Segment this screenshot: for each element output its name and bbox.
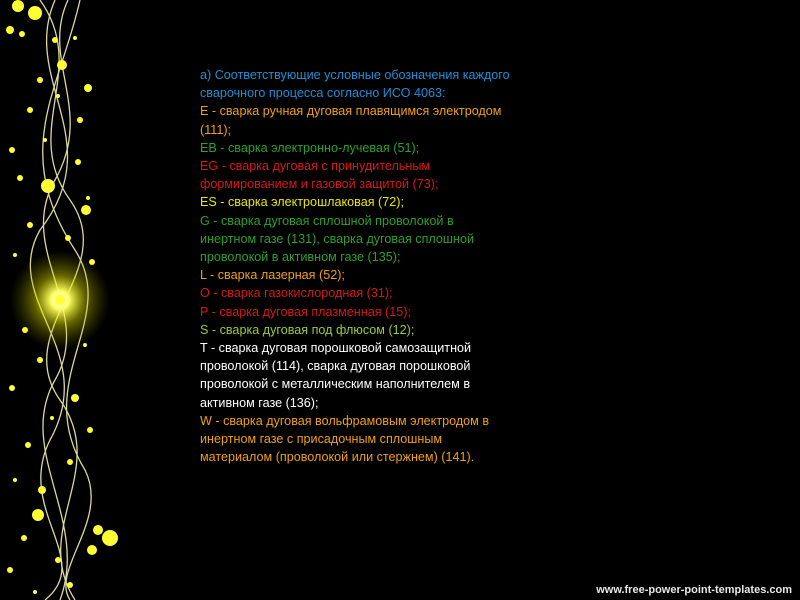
light-dot xyxy=(9,147,15,153)
light-dot xyxy=(33,590,37,594)
light-dot xyxy=(77,117,83,123)
text-line: (111); xyxy=(200,122,232,137)
light-dot xyxy=(57,60,67,70)
light-dot xyxy=(37,77,43,83)
light-dot xyxy=(28,6,42,20)
text-line: проволокой с металлическим наполнителем в xyxy=(200,377,471,392)
light-dot xyxy=(22,327,28,333)
text-line: материалом (проволокой или стержнем) (141). xyxy=(200,450,475,465)
light-dot xyxy=(84,84,92,92)
light-dot xyxy=(17,175,23,181)
light-dot xyxy=(38,486,46,494)
text-line: G - сварка дуговая сплошной проволокой в xyxy=(200,213,454,228)
light-dot xyxy=(81,205,91,215)
text-line: EG - сварка дуговая с принудительным xyxy=(200,159,431,174)
light-dot xyxy=(67,459,73,465)
light-dot xyxy=(27,107,33,113)
light-dot xyxy=(9,385,15,391)
light-dot xyxy=(73,36,77,40)
light-dot xyxy=(12,0,24,12)
light-dot xyxy=(6,26,14,34)
light-dot xyxy=(75,159,81,165)
website-footer[interactable]: www.free-power-point-templates.com xyxy=(596,584,792,596)
light-dot xyxy=(13,478,17,482)
light-dot xyxy=(93,525,103,535)
light-dot xyxy=(56,94,60,98)
text-line: O - сварка газокислородная (31); xyxy=(200,286,393,301)
light-dot xyxy=(55,295,65,305)
light-dot xyxy=(43,138,47,142)
text-line: проволокой в активном газе (135); xyxy=(200,250,401,265)
text-line: инертном газе с присадочным сплошным xyxy=(200,432,443,447)
light-dot xyxy=(37,357,43,363)
light-dot xyxy=(71,394,79,402)
text-line: ES - сварка электрошлаковая (72); xyxy=(200,195,404,210)
light-dot xyxy=(50,416,54,420)
light-dot xyxy=(27,222,33,228)
light-dot xyxy=(19,31,25,37)
light-dot xyxy=(25,442,31,448)
light-dot xyxy=(87,427,93,433)
light-dot xyxy=(32,509,44,521)
text-line: W - сварка дуговая вольфрамовым электродом в xyxy=(200,413,490,428)
text-line: S - сварка дуговая под флюсом (12); xyxy=(200,322,415,337)
light-dot xyxy=(52,37,58,43)
light-dot xyxy=(83,343,87,347)
light-dot xyxy=(87,545,97,555)
light-dot xyxy=(65,235,71,241)
light-dot xyxy=(7,567,13,573)
text-line: инертном газе (131), сварка дуговая сплошной xyxy=(200,231,475,246)
text-line: проволокой (114), сварка дуговая порошковой xyxy=(200,359,471,374)
light-dot xyxy=(86,196,90,200)
light-dot xyxy=(41,179,55,193)
text-line: E - сварка ручная дуговая плавящимся электродом xyxy=(200,104,502,119)
light-dot xyxy=(55,557,61,563)
light-dot xyxy=(13,253,17,257)
light-dot xyxy=(89,259,95,265)
text-line: T - сварка дуговая порошковой самозащитной xyxy=(200,341,472,356)
light-dot xyxy=(67,582,73,588)
text-line: EB - сварка электронно-лучевая (51); xyxy=(200,140,420,155)
text-line: L - сварка лазерная (52); xyxy=(200,268,345,283)
light-dot xyxy=(102,530,118,546)
text-line: активном газе (136); xyxy=(200,395,319,410)
light-dot xyxy=(21,535,27,541)
text-line: сварочного процесса согласно ИСО 4063: xyxy=(200,86,446,101)
text-line: формированием и газовой защитой (73); xyxy=(200,177,439,192)
process-designations-text xyxy=(200,66,600,466)
text-line: P - сварка дуговая плазменная (15); xyxy=(200,304,411,319)
text-line: а) Соответствующие условные обозначения каждого xyxy=(200,68,510,82)
